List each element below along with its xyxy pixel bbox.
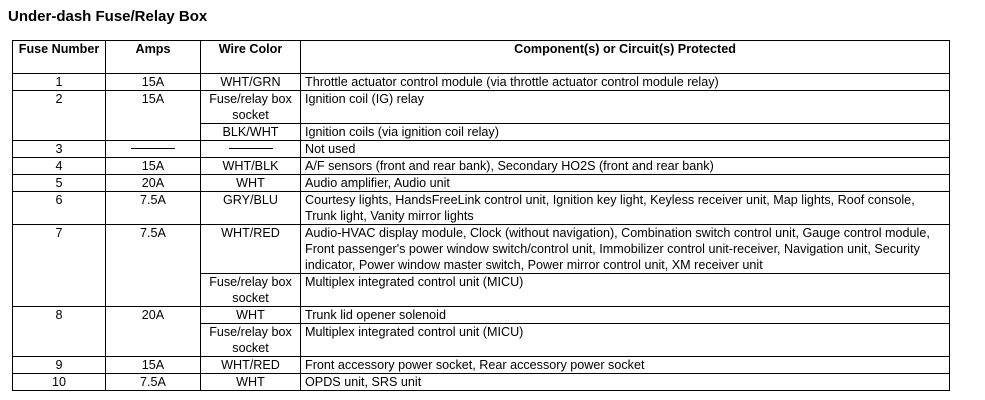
wire-color: WHT/RED [201,357,301,374]
page-title: Under-dash Fuse/Relay Box [8,8,208,25]
component-text: Audio-HVAC display module, Clock (without navigation), Combination switch control unit, Gauge control module, Front passenger's power window switch/control unit, Immobilizer control unit-receiver, Navigation unit, Security indicator, Power window master switch, Power mirror control unit, XM receiver unit [301,225,950,274]
wire-color: WHT/RED [201,225,301,274]
header-wire-color: Wire Color [201,41,301,74]
component-text: Multiplex integrated control unit (MICU) [301,324,950,357]
fuse-number: 8 [13,307,106,357]
wire-color: BLK/WHT [201,124,301,141]
wire-color: Fuse/relay box socket [201,91,301,124]
fuse-number: 9 [13,357,106,374]
header-component: Component(s) or Circuit(s) Protected [301,41,950,74]
table-row [13,225,950,274]
amps-value: 7.5A [106,374,201,391]
table-header-row [13,41,950,74]
table-row [13,357,950,374]
component-text: OPDS unit, SRS unit [301,374,950,391]
component-text: Courtesy lights, HandsFreeLink control unit, Ignition key light, Keyless receiver unit, Map lights, Roof console, Trunk light, Vanity mirror lights [301,192,950,225]
table-row [13,175,950,192]
component-text: Ignition coils (via ignition coil relay) [301,124,950,141]
fuse-number: 7 [13,225,106,307]
fuse-number: 3 [13,141,106,158]
amps-value: 15A [106,91,201,141]
table-row [13,91,950,124]
fuse-number: 2 [13,91,106,141]
component-text: Ignition coil (IG) relay [301,91,950,124]
table-row [13,158,950,175]
wire-color: WHT [201,374,301,391]
fuse-table [12,40,950,391]
wire-color: WHT [201,307,301,324]
component-text: A/F sensors (front and rear bank), Secondary HO2S (front and rear bank) [301,158,950,175]
table-row [13,74,950,91]
table-row [13,307,950,324]
fuse-number: 4 [13,158,106,175]
amps-value: 7.5A [106,225,201,307]
dash-mark [229,148,273,149]
amps-value: 15A [106,158,201,175]
fuse-number: 10 [13,374,106,391]
table-row [13,192,950,225]
fuse-number: 1 [13,74,106,91]
amps-empty [106,141,201,158]
amps-value: 20A [106,175,201,192]
component-text: Trunk lid opener solenoid [301,307,950,324]
component-text: Multiplex integrated control unit (MICU) [301,274,950,307]
amps-value: 15A [106,74,201,91]
wire-empty [201,141,301,158]
component-text: Audio amplifier, Audio unit [301,175,950,192]
wire-color: Fuse/relay box socket [201,274,301,307]
component-text: Not used [301,141,950,158]
wire-color: WHT/GRN [201,74,301,91]
table-row [13,374,950,391]
fuse-number: 5 [13,175,106,192]
wire-color: WHT [201,175,301,192]
amps-value: 20A [106,307,201,357]
component-text: Throttle actuator control module (via throttle actuator control module relay) [301,74,950,91]
dash-mark [131,148,175,149]
header-amps: Amps [106,41,201,74]
wire-color: GRY/BLU [201,192,301,225]
amps-value: 7.5A [106,192,201,225]
wire-color: Fuse/relay box socket [201,324,301,357]
amps-value: 15A [106,357,201,374]
header-fuse-number: Fuse Number [13,41,106,74]
component-text: Front accessory power socket, Rear accessory power socket [301,357,950,374]
wire-color: WHT/BLK [201,158,301,175]
fuse-number: 6 [13,192,106,225]
table-row [13,141,950,158]
